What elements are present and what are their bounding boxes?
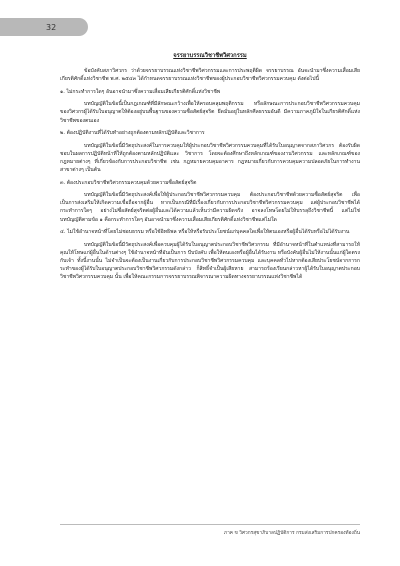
intro-paragraph: ข้อบังคับสภาวิศวกร ว่าด้วยจรรยาบรรณแห่งวิชาชีพวิศวกรรมและการประพฤติผิด จรรยาบรรณ อันจะนำมาซึ่งความเสื่อมเสียเกียรติศักดิ์แห่งวิชาชีพ พ.ศ. ๒๕๔๓ ได้กำหนดจรรยาบรรณแห่งวิชาชีพของผู้ประกอบวิชาชีพวิศวกรรมควบคุม ดังต่อไปนี้ bbox=[60, 68, 360, 83]
section-3 bbox=[60, 179, 360, 224]
page-footer: ภาค ข วิศวกรสุขาภิบาลปฏิบัติการ กรมส่งเสริมการปกครองท้องถิ่น bbox=[223, 531, 360, 536]
section-body: บทบัญญัติในข้อนี้มีวัตถุประสงค์เพื่อควบคุมผู้ได้รับใบอนุญาตประกอบวิชาชีพวิศวกรรม ที่มีอำนาจหน้าที่ในตำแหน่งที่สามารถให้คุณให้โทษแก่ผู้อื่นในด้านต่างๆ ใช้อำนาจหน้าที่อันเป็นการ บีบบังคับ เพื่อให้ตนเองหรือผู้อื่นได้รับงาน หรือบังคับผู้อื่นไม่ให้งานนั้นแก่ผู้ใดตรงกับเจ้า ทั้งนี้งานนั้น ไม่จำเป็นจะต้องเป็นงานเกี่ยวกับการประกอบวิชาชีพวิศวกรรมควบคุม และบุคคลทั่วไปหากต้องเสียประโยชน์จากการกระทำของผู้ได้รับใบอนุญาตประกอบวิชาชีพวิศวกรรมดังกล่าว ก็สิทธิ์จำเป็นผู้เสียหาย สามารถร้องเรียนกล่าวหาผู้ได้รับใบอนุญาตประกอบวิชาชีพวิศวกรรมควบคุม นั้น เพื่อให้คณะกรรมการจรรยาบรรณพิจารณาความผิดทางจรรยาบรรณแห่งวิชาชีพได้ bbox=[60, 241, 360, 281]
section-1 bbox=[60, 88, 360, 125]
section-body: บทบัญญัติในข้อนี้มีวัตถุประสงค์ในการควบคุมให้ผู้ประกอบวิชาชีพวิศวกรรมควบคุมที่ได้รับใบอนุญาตจากสภาวิศวกร ต้องรับผิดชอบในผลการปฏิบัติหน้าที่ให้ถูกต้องตามหลักปฏิบัติและ วิชาการ โดยจะต้องศึกษาถึงหลักเกณฑ์ของงานวิศวกรรม และหลักเกณฑ์ของกฎหมายต่างๆ ที่เกี่ยวข้องกับการประกอบวิชาชีพ เช่น กฎหมายควบคุมอาคาร กฎหมายเกี่ยวกับการควบคุมความปลอดภัยในการทำงานสาขาต่างๆ เป็นต้น bbox=[60, 142, 360, 174]
section-heading: ๒. ต้องปฏิบัติงานที่ได้รับทำอย่างถูกต้องตามหลักปฏิบัติและวิชาการ bbox=[60, 130, 205, 137]
footer-divider bbox=[60, 524, 360, 525]
section-body: บทบัญญัติในข้อนี้มีวัตถุประสงค์เพื่อให้ผู้ประกอบวิชาชีพวิศวกรรมควบคุม ต้องประกอบวิชาชีพด้วยความซื่อสัตย์สุจริต เพื่อเป็นการส่งเสริมให้เกิดความเชื่อถือจากผู้อื่น หากเป็นกรณีที่มีเรื่องเกี่ยวกับการประกอบวิชาชีพวิศวกรรมควบคุม แต่ผู้ประกอบวิชาชีพได้กระทำการใดๆ อย่างไม่ซื่อสัตย์สุจริตต่อผู้อื่นและได้ความแล้วเห็นว่ามีความผิดจริง อาจลงโทษโดยไม่ให้บรรลุถึงวิชาชีพนี้ แต่ไม่ใช่บทบัญญัติตามข้อ ๑ คือกระทำการใดๆ อันอาจนำมาซึ่งความเสื่อมเสียเกียรติศักดิ์แห่งวิชาชีพแต่ไม่ใด bbox=[60, 192, 360, 223]
section-heading: ๔. ไม่ใช้อำนาจหน้าที่โดยไม่ชอบธรรม หรือใช้อิทธิพล หรือให้หรือรับประโยชน์แก่บุคคลใดเพื่อให้ตนเองหรือผู้อื่นได้รับหรือไม่ได้รับงาน bbox=[60, 229, 350, 236]
page-number: 32 bbox=[46, 22, 57, 32]
section-2 bbox=[60, 129, 360, 174]
document-body bbox=[60, 52, 360, 286]
section-heading: ๑. ไม่กระทำการใดๆ อันอาจนำมาซึ่งความเสื่อมเสียเกียรติศักดิ์แห่งวิชาชีพ bbox=[60, 88, 221, 95]
page-number-tab bbox=[0, 18, 88, 36]
document-title: จรรยาบรรณวิชาชีพวิศวกรรม bbox=[173, 53, 247, 59]
section-body: บทบัญญัติในข้อนี้เป็นกฎเกณฑ์ที่มีลักษณะกว้างเพื่อให้ครอบคลุมพฤติกรรม หรือลักษณะการประกอบวิชาชีพวิศวกรรมควบคุมของวิศวกรผู้ได้รับใบอนุญาตให้ต้องอยู่บนพื้นฐานของความซื่อสัตย์สุจริต ยึดมั่นอยู่ในหลักศีลธรรมอันดี มีความภาคภูมิใจในเกียรติศักดิ์แห่งวิชาชีพของตนเอง bbox=[60, 101, 360, 124]
section-heading: ๓. ต้องประกอบวิชาชีพวิศวกรรมควบคุมด้วยความซื่อสัตย์สุจริต bbox=[60, 179, 197, 186]
section-4 bbox=[60, 228, 360, 281]
